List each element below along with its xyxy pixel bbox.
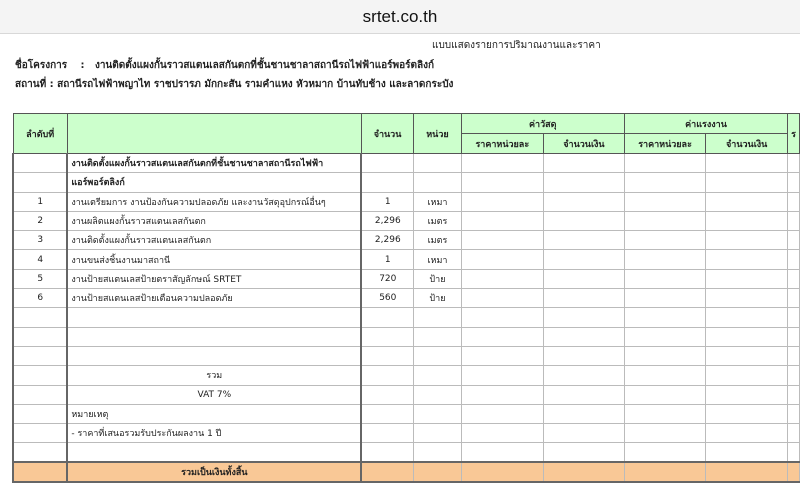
- item-qty: 2,296: [361, 211, 413, 230]
- item-qty: 720: [361, 269, 413, 288]
- item-desc: งานผลิตแผงกั้นราวสแตนเลสกันตก: [67, 211, 361, 230]
- section-title: งานติดตั้งแผงกั้นราวสแตนเลสกันตกที่ชั้นชานชาลาสถานีรถไฟฟ้า: [67, 154, 361, 173]
- item-no: 3: [13, 231, 67, 250]
- header-no: ลำดับที่: [13, 114, 67, 154]
- item-no: 1: [13, 192, 67, 211]
- item-desc: งานป้ายสแตนเลสป้ายเตือนความปลอดภัย: [67, 289, 361, 308]
- item-desc: งานขนส่งชิ้นงานมาสถานี: [67, 250, 361, 269]
- vat-label: VAT 7%: [67, 385, 361, 404]
- subtotal-label: รวม: [67, 366, 361, 385]
- header-material-amount: จำนวนเงิน: [543, 134, 624, 154]
- empty-row: [13, 327, 800, 346]
- section-title: แอร์พอร์ตลิงก์: [67, 173, 361, 192]
- section-row: [13, 154, 800, 173]
- table-row: [13, 192, 800, 211]
- vat-row: [13, 385, 800, 404]
- remark-label-row: [13, 404, 800, 423]
- item-qty: 1: [361, 192, 413, 211]
- item-desc: งานป้ายสแตนเลสป้ายตราสัญลักษณ์ SRTET: [67, 269, 361, 288]
- project-label: ชื่อโครงการ: [15, 60, 68, 71]
- item-no: 5: [13, 269, 67, 288]
- remark-row: [13, 424, 800, 443]
- project-name: งานติดตั้งแผงกั้นราวสแตนเลสกันตกที่ชั้นชานชาลาสถานีรถไฟฟ้าแอร์พอร์ตลิงก์: [94, 60, 435, 71]
- item-unit: เมตร: [414, 211, 461, 230]
- header-qty: จำนวน: [361, 114, 413, 154]
- header-labor-unit-price: ราคาหน่วยละ: [624, 134, 705, 154]
- grand-total-label: รวมเป็นเงินทั้งสิ้น: [67, 462, 361, 482]
- project-sep: :: [80, 60, 85, 71]
- project-line: [15, 58, 434, 73]
- bill-of-quantities-table: [12, 113, 800, 483]
- table-row: [13, 289, 800, 308]
- item-no: 2: [13, 211, 67, 230]
- item-unit: ป้าย: [414, 269, 461, 288]
- table-row: [13, 211, 800, 230]
- header-unit: หน่วย: [414, 114, 461, 154]
- item-unit: เหมา: [414, 250, 461, 269]
- remark-label: หมายเหตุ: [67, 404, 361, 423]
- header-labor-amount: จำนวนเงิน: [706, 134, 788, 154]
- header-row-1: [13, 114, 800, 134]
- item-no: 4: [13, 250, 67, 269]
- item-no: 6: [13, 289, 67, 308]
- remark-text: - ราคาที่เสนอรวมรับประกันผลงาน 1 ปี: [67, 424, 361, 443]
- item-unit: เมตร: [414, 231, 461, 250]
- header-desc: [67, 114, 361, 154]
- browser-url-bar[interactable]: [0, 0, 800, 34]
- item-unit: ป้าย: [414, 289, 461, 308]
- url-text: srtet.co.th: [362, 7, 438, 26]
- empty-row: [13, 346, 800, 365]
- subtotal-row: [13, 366, 800, 385]
- item-qty: 560: [361, 289, 413, 308]
- site-line: สถานที่ : สถานีรถไฟฟ้าพญาไท ราชปรารภ มักกะสัน รามคำแหง หัวหมาก บ้านทับช้าง และลาดกระบัง: [15, 79, 454, 90]
- document-title: แบบแสดงรายการปริมาณงานและราคา: [432, 40, 601, 51]
- item-desc: งานเตรียมการ งานป้องกันความปลอดภัย และงานวัสดุอุปกรณ์อื่นๆ: [67, 192, 361, 211]
- header-extra: ร: [788, 114, 800, 154]
- grand-total-row: [13, 462, 800, 482]
- section-row: [13, 173, 800, 192]
- table-row: [13, 250, 800, 269]
- empty-row: [13, 308, 800, 327]
- table-row: [13, 231, 800, 250]
- header-labor: ค่าแรงงาน: [624, 114, 787, 134]
- item-desc: งานติดตั้งแผงกั้นราวสแตนเลสกันตก: [67, 231, 361, 250]
- item-unit: เหมา: [414, 192, 461, 211]
- item-qty: 1: [361, 250, 413, 269]
- empty-row: [13, 443, 800, 462]
- table-row: [13, 269, 800, 288]
- header-material-unit-price: ราคาหน่วยละ: [461, 134, 543, 154]
- header-material: ค่าวัสดุ: [461, 114, 624, 134]
- item-qty: 2,296: [361, 231, 413, 250]
